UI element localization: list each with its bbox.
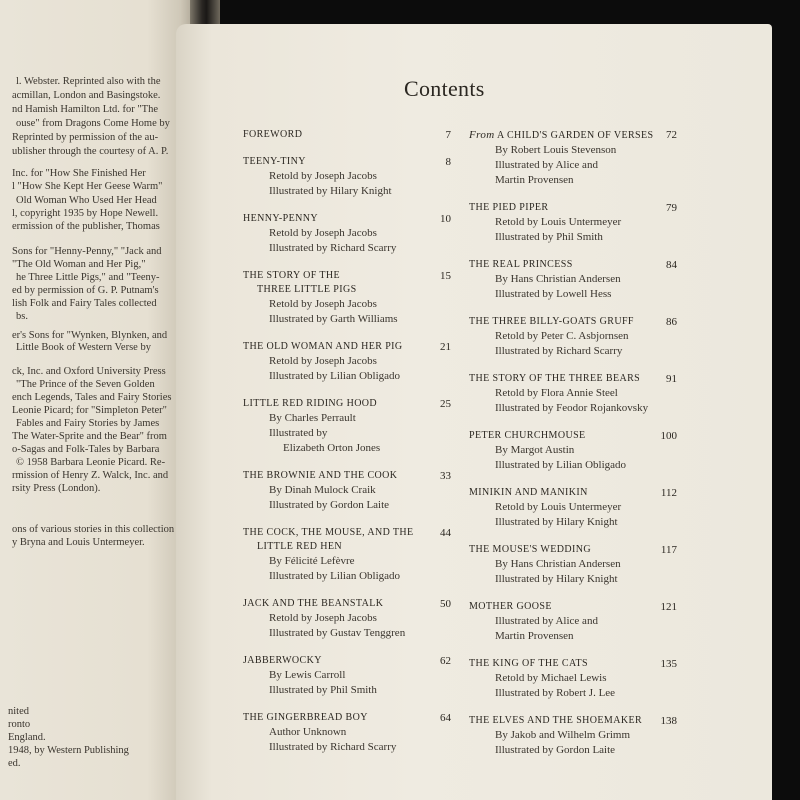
toc-entry (243, 212, 451, 256)
left-page (0, 0, 196, 800)
entry-credit: Illustrated by Lowell Hess (495, 288, 612, 300)
credit-text-line: ronto (8, 719, 31, 730)
credit-text-line: rmission of Henry Z. Walck, Inc. and (12, 470, 169, 481)
entry-credit: Illustrated by Hilary Knight (495, 516, 618, 528)
toc-entry (243, 597, 451, 641)
entry-credit: Author Unknown (269, 726, 347, 738)
entry-credit: Retold by Joseph Jacobs (269, 612, 377, 624)
entry-credit: Illustrated by Phil Smith (495, 231, 603, 243)
entry-page-number: 62 (440, 655, 451, 667)
entry-credit: Illustrated by Lilian Obligado (495, 459, 627, 471)
toc-column-right (469, 128, 677, 771)
entry-credit: By Charles Perrault (269, 412, 356, 424)
toc-entry (469, 372, 677, 416)
credit-text-line: l "How She Kept Her Geese Warm" (12, 181, 163, 192)
entry-credit: Illustrated by Hilary Knight (495, 573, 618, 585)
credit-text-line: ed by permission of G. P. Putnam's (12, 285, 159, 296)
toc-column-left (243, 128, 451, 768)
credit-text-line: Inc. for "How She Finished Her (12, 168, 146, 179)
entry-page-number: 15 (440, 270, 451, 282)
entry-credit: Illustrated by Lilian Obligado (269, 370, 401, 382)
entry-page-number: 138 (660, 715, 677, 727)
entry-credit: Elizabeth Orton Jones (283, 442, 381, 454)
entry-page-number: 64 (440, 712, 451, 724)
entry-credit: Illustrated by Alice and (495, 615, 598, 627)
toc-entry (469, 201, 677, 245)
entry-credit: Retold by Louis Untermeyer (495, 501, 622, 513)
entry-title: JACK AND THE BEANSTALK (243, 598, 384, 609)
entry-title-continued: LITTLE RED HEN (257, 541, 343, 552)
entry-credit: Illustrated by Richard Scarry (495, 345, 623, 357)
entry-credit: Illustrated by Lilian Obligado (269, 570, 401, 582)
credit-text-line: Leonie Picard; for "Simpleton Peter" (12, 405, 167, 416)
entry-credit: By Hans Christian Andersen (495, 558, 621, 570)
entry-credit: Retold by Joseph Jacobs (269, 298, 377, 310)
entry-credit: By Robert Louis Stevenson (495, 144, 617, 156)
entry-title-prefix: From (469, 129, 495, 141)
entry-credit: Illustrated by Richard Scarry (269, 741, 397, 753)
credit-text-line: ouse" from Dragons Come Home by (16, 118, 170, 129)
credit-text-line: nd Hamish Hamilton Ltd. for "The (12, 104, 159, 115)
toc-entry (469, 315, 677, 359)
credit-text-line: Fables and Fairy Stories by James (16, 418, 160, 429)
entry-credit: Illustrated by Feodor Rojankovsky (495, 402, 649, 414)
toc-entry (469, 486, 677, 530)
entry-title: THE THREE BILLY-GOATS GRUFF (469, 316, 634, 327)
toc-entry (469, 128, 677, 188)
entry-title: THE MOUSE'S WEDDING (469, 544, 591, 555)
credit-text-line: Reprinted by permission of the au- (12, 132, 159, 143)
credit-text-line: Sons for "Henny-Penny," "Jack and (12, 246, 162, 257)
entry-credit: Martin Provensen (495, 630, 574, 642)
credit-text-line: y Bryna and Louis Untermeyer. (12, 537, 145, 548)
entry-credit: Retold by Peter C. Asbjornsen (495, 330, 629, 342)
credit-text-line: he Three Little Pigs," and "Teeny- (16, 272, 160, 283)
entry-credit: By Margot Austin (495, 444, 575, 456)
page-title: Contents (404, 76, 485, 101)
entry-credit: Illustrated by Garth Williams (269, 313, 398, 325)
entry-title: THE REAL PRINCESS (469, 259, 573, 270)
entry-title: THE COCK, THE MOUSE, AND THE (243, 527, 414, 538)
entry-credit: Illustrated by Richard Scarry (269, 242, 397, 254)
toc-entry (243, 469, 451, 513)
credit-text-line: 1948, by Western Publishing (8, 745, 129, 756)
entry-page-number: 86 (666, 316, 677, 328)
entry-credit: Illustrated by Phil Smith (269, 684, 377, 696)
entry-page-number: 33 (440, 470, 451, 482)
toc-entry (243, 155, 451, 199)
entry-page-number: 112 (660, 487, 677, 499)
entry-credit: Illustrated by Gordon Laite (269, 499, 390, 511)
toc-entry (469, 543, 677, 587)
entry-page-number: 50 (440, 598, 451, 610)
toc-entry (469, 657, 677, 701)
entry-title: LITTLE RED RIDING HOOD (243, 398, 378, 409)
entry-title (469, 128, 677, 143)
entry-page-number: 25 (440, 398, 451, 410)
toc-entry (469, 258, 677, 302)
credit-text-line: lish Folk and Fairy Tales collected (12, 298, 157, 309)
entry-title: PETER CHURCHMOUSE (469, 430, 586, 441)
entry-credit: Illustrated by Robert J. Lee (495, 687, 616, 699)
entry-title: THE STORY OF THE THREE BEARS (469, 373, 641, 384)
entry-credit: Retold by Flora Annie Steel (495, 387, 618, 399)
entry-credit: Illustrated by Alice and (495, 159, 598, 171)
credit-text-line: ench Legends, Tales and Fairy Stories (12, 392, 172, 403)
entry-page-number: 100 (660, 430, 677, 442)
entry-page-number: 10 (440, 213, 451, 225)
entry-credit: Retold by Joseph Jacobs (269, 170, 377, 182)
entry-page-number: 121 (660, 601, 677, 613)
entry-page-number: 84 (666, 259, 677, 271)
entry-title: THE GINGERBREAD BOY (243, 712, 368, 723)
entry-title: HENNY-PENNY (243, 213, 318, 224)
entry-page-number: 135 (660, 658, 677, 670)
credit-text-line: ons of various stories in this collection (12, 524, 175, 535)
entry-page-number: 72 (666, 129, 677, 141)
toc-entry (469, 600, 677, 644)
toc-entry (469, 714, 677, 758)
entry-credit: Martin Provensen (495, 174, 574, 186)
entry-page-number: 21 (440, 341, 451, 353)
entry-credit: By Lewis Carroll (269, 669, 346, 681)
entry-title: TEENY-TINY (243, 156, 306, 167)
entry-credit: Illustrated by Hilary Knight (269, 185, 392, 197)
credit-text-line: The Water-Sprite and the Bear" from (12, 431, 167, 442)
credit-text-line: Old Woman Who Used Her Head (16, 195, 157, 206)
entry-title: THE BROWNIE AND THE COOK (243, 470, 398, 481)
toc-entry (243, 269, 451, 327)
entry-credit: By Jakob and Wilhelm Grimm (495, 729, 631, 741)
credit-text-line: er's Sons for "Wynken, Blynken, and (12, 330, 168, 341)
entry-credit: Illustrated by Gordon Laite (495, 744, 616, 756)
toc-entry (243, 340, 451, 384)
entry-page-number: 44 (440, 527, 451, 539)
credit-text-line: l, copyright 1935 by Hope Newell. (12, 208, 159, 219)
entry-page-number: 79 (666, 202, 677, 214)
credit-text-line: England. (8, 732, 46, 743)
entry-title: THE STORY OF THE (243, 270, 341, 281)
entry-title: THE PIED PIPER (469, 202, 549, 213)
credit-text-line: © 1958 Barbara Leonie Picard. Re- (16, 457, 166, 468)
entry-credit: Retold by Joseph Jacobs (269, 355, 377, 367)
credit-text-line: nited (8, 706, 29, 717)
credit-text-line: acmillan, London and Basingstoke. (12, 90, 161, 101)
toc-entry (469, 429, 677, 473)
entry-title-continued: THREE LITTLE PIGS (257, 284, 357, 295)
entry-title: JABBERWOCKY (243, 655, 322, 666)
entry-credit: By Dinah Mulock Craik (269, 484, 376, 496)
entry-title: THE ELVES AND THE SHOEMAKER (469, 715, 643, 726)
entry-credit: Retold by Joseph Jacobs (269, 227, 377, 239)
toc-entry (243, 128, 451, 142)
credit-text-line: Little Book of Western Verse by (16, 342, 151, 353)
credit-text-line: o-Sagas and Folk-Tales by Barbara (12, 444, 160, 455)
entry-title: FOREWORD (243, 129, 303, 140)
credit-text-line: "The Old Woman and Her Pig," (12, 259, 146, 270)
credit-text-line: bs. (16, 311, 28, 322)
credit-text-line: ublisher through the courtesy of A. P. (12, 146, 169, 157)
entry-credit: Illustrated by Gustav Tenggren (269, 627, 406, 639)
toc-entry (243, 397, 451, 456)
credit-text-line: l. Webster. Reprinted also with the (16, 76, 161, 87)
entry-page-number: 8 (445, 156, 451, 168)
credit-text-line: rsity Press (London). (12, 483, 101, 494)
entry-title: MINIKIN AND MANIKIN (469, 487, 588, 498)
credit-text-line: ermission of the publisher, Thomas (12, 221, 160, 232)
entry-title-rest: A CHILD'S GARDEN OF VERSES (494, 130, 654, 141)
toc-entry (243, 711, 451, 755)
entry-credit: Retold by Louis Untermeyer (495, 216, 622, 228)
toc-entry (243, 526, 451, 584)
toc-entry (243, 654, 451, 698)
credit-text-line: "The Prince of the Seven Golden (16, 379, 155, 390)
entry-title: THE KING OF THE CATS (469, 658, 588, 669)
entry-credit: Illustrated by (269, 427, 328, 439)
entry-title: THE OLD WOMAN AND HER PIG (243, 341, 403, 352)
entry-credit: By Hans Christian Andersen (495, 273, 621, 285)
entry-page-number: 91 (666, 373, 677, 385)
entry-credit: Retold by Michael Lewis (495, 672, 607, 684)
entry-title: MOTHER GOOSE (469, 601, 552, 612)
credit-text-line: ed. (8, 758, 21, 769)
entry-credit: By Félicité Lefèvre (269, 555, 355, 567)
credit-text-line: ck, Inc. and Oxford University Press (12, 366, 166, 377)
entry-page-number: 117 (660, 544, 677, 556)
entry-page-number: 7 (445, 129, 451, 141)
